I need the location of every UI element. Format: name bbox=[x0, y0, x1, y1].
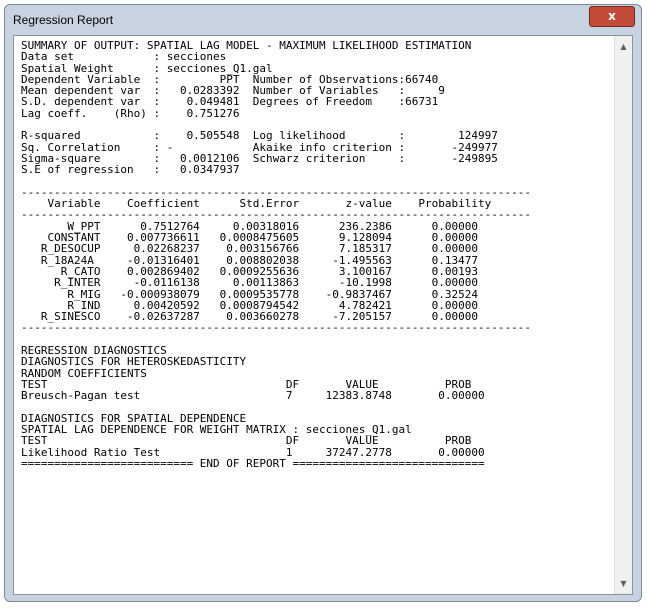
report-text-area[interactable] bbox=[14, 36, 614, 594]
report-window bbox=[4, 4, 642, 602]
report-line: Sigma-square : 0.0012106 Schwarz criterion : -249895 bbox=[21, 151, 498, 165]
vertical-scrollbar[interactable] bbox=[614, 36, 632, 594]
report-line: REGRESSION DIAGNOSTICS bbox=[21, 344, 167, 358]
report-line: W_PPT 0.7512764 0.00318016 236.2386 0.00000 bbox=[21, 219, 478, 233]
report-line: ----------------------------------------------------------------------------- bbox=[21, 185, 531, 199]
report-line: SPATIAL LAG DEPENDENCE FOR WEIGHT MATRIX : secciones_Q1.gal bbox=[21, 423, 412, 437]
title-bar[interactable] bbox=[5, 5, 641, 35]
report-line: R_INTER -0.0116138 0.00113863 -10.1998 0.00000 bbox=[21, 276, 478, 290]
report-line: Data set : secciones bbox=[21, 50, 227, 64]
report-line: Spatial Weight : secciones_Q1.gal bbox=[21, 61, 273, 75]
report-line: CONSTANT 0.007736611 0.0008475605 9.128094 0.00000 bbox=[21, 231, 478, 245]
report-line: Breusch-Pagan test 7 12383.8748 0.00000 bbox=[21, 389, 485, 403]
report-text bbox=[21, 40, 614, 469]
report-line: R_IND 0.00420592 0.0008794542 4.782421 0.00000 bbox=[21, 298, 478, 312]
report-line: ----------------------------------------------------------------------------- bbox=[21, 208, 531, 222]
report-line: Lag coeff. (Rho) : 0.751276 bbox=[21, 106, 240, 120]
report-line: TEST DF VALUE PROB bbox=[21, 434, 472, 448]
report-line: Sq. Correlation : - Akaike info criterion : -249977 bbox=[21, 140, 498, 154]
report-line: SUMMARY OF OUTPUT: SPATIAL LAG MODEL - MAXIMUM LIKELIHOOD ESTIMATION bbox=[21, 39, 472, 52]
scroll-up-icon[interactable]: ▲ bbox=[620, 42, 627, 51]
report-line: DIAGNOSTICS FOR HETEROSKEDASTICITY bbox=[21, 355, 247, 369]
report-line: R-squared : 0.505548 Log likelihood : 124997 bbox=[21, 129, 498, 143]
report-line: R_DESOCUP 0.02268237 0.003156766 7.185317 0.00000 bbox=[21, 242, 478, 256]
scroll-down-icon[interactable]: ▼ bbox=[620, 579, 627, 588]
window-title: Regression Report bbox=[13, 13, 114, 27]
report-line: R_CATO 0.002869402 0.0009255636 3.100167 0.00193 bbox=[21, 264, 478, 278]
report-line: Variable Coefficient Std.Error z-value Probability bbox=[21, 197, 492, 211]
report-line: R_18A24A -0.01316401 0.008802038 -1.495563 0.13477 bbox=[21, 253, 478, 267]
report-line: R_SINESCO -0.02637287 0.003660278 -7.205157 0.00000 bbox=[21, 310, 478, 324]
report-line: ========================== END OF REPORT ============================= bbox=[21, 456, 485, 470]
report-line: R_MIG -0.000938079 0.0009535778 -0.9837467 0.32524 bbox=[21, 287, 478, 301]
report-line: S.D. dependent var : 0.049481 Degrees of Freedom :66731 bbox=[21, 95, 439, 109]
report-line: Mean dependent var : 0.0283392 Number of Variables : 9 bbox=[21, 84, 445, 98]
report-line: TEST DF VALUE PROB bbox=[21, 377, 472, 391]
report-line: Dependent Variable : PPT Number of Observations:66740 bbox=[21, 72, 439, 86]
report-line: DIAGNOSTICS FOR SPATIAL DEPENDENCE bbox=[21, 411, 247, 425]
report-line: S.E of regression : 0.0347937 bbox=[21, 163, 240, 177]
report-panel bbox=[13, 35, 633, 595]
report-line: Likelihood Ratio Test 1 37247.2778 0.00000 bbox=[21, 445, 485, 459]
close-button[interactable]: x bbox=[589, 6, 635, 27]
report-line: ----------------------------------------------------------------------------- bbox=[21, 321, 531, 335]
report-line: RANDOM COEFFICIENTS bbox=[21, 366, 147, 380]
